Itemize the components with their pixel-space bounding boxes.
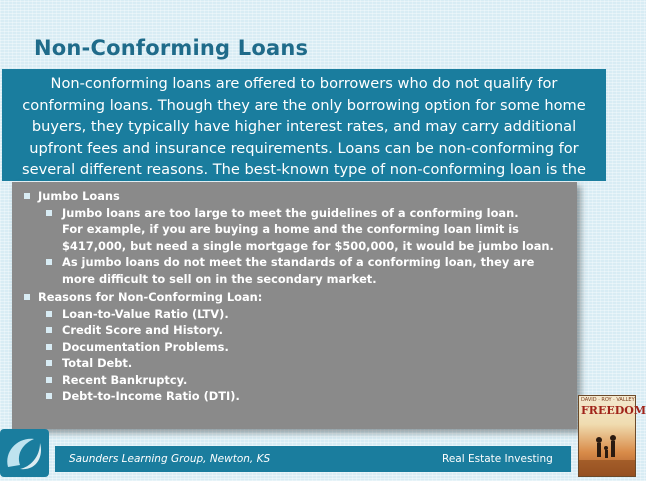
- list-item: [22, 388, 569, 405]
- book-author: DAVID · ROY · VALLEY: [581, 397, 635, 403]
- content-box: [12, 182, 577, 429]
- list-item-reasons: [22, 289, 569, 306]
- bullet-icon: [46, 344, 52, 350]
- list-item: [22, 254, 569, 287]
- list-item: [22, 339, 569, 356]
- jumbo-point-1: Jumbo loans are too large to meet the guidelines of a conforming loan.: [62, 205, 519, 220]
- intro-text: Non-conforming loans are offered to borrowers who do not qualify for conforming loans. Though they are the only borrowing option for some home buyers, they typically have higher interest rates, and may carry additional upfront fees and insurance requirements. Loans can be non-conforming for several different reasons. The best-known type of non-conforming loan is the: [22, 75, 586, 178]
- footer-organization: Saunders Learning Group, Newton, KS: [69, 453, 271, 465]
- bullet-list: [22, 188, 569, 405]
- logo-icon: [0, 429, 49, 477]
- bullet-icon: [24, 294, 30, 300]
- bullet-icon: [46, 259, 52, 265]
- reason-dti: Debt-to-Income Ratio (DTI).: [62, 389, 240, 403]
- jumbo-point-2: For example, if you are buying a home and the conforming loan limit is $417,000, but need a single mortgage for $500,000, it would be jumbo loan.: [62, 222, 554, 253]
- reason-total-debt: Total Debt.: [62, 356, 133, 370]
- reason-bankruptcy: Recent Bankruptcy.: [62, 372, 188, 387]
- footer-course: Real Estate Investing: [442, 453, 553, 465]
- intro-box: [2, 69, 606, 181]
- reason-ltv: Loan-to-Value Ratio (LTV).: [62, 306, 229, 321]
- bullet-icon: [24, 193, 30, 199]
- bullet-icon: [46, 377, 52, 383]
- jumbo-point-3: As jumbo loans do not meet the standards of a conforming loan, they are more difficult to sell on in the secondary market.: [62, 255, 535, 286]
- bullet-icon: [46, 210, 52, 216]
- bullet-icon: [46, 360, 52, 366]
- jumbo-heading: Jumbo Loans: [38, 189, 120, 203]
- logo-swirl-icon: [0, 429, 49, 477]
- bullet-icon: [46, 311, 52, 317]
- bullet-icon: [46, 327, 52, 333]
- book-title: FREEDOM: [581, 404, 646, 417]
- slide-title: Non-Conforming Loans: [34, 36, 309, 60]
- list-item: [22, 306, 569, 323]
- list-item: [22, 322, 569, 339]
- list-item: [22, 205, 569, 255]
- book-cover-image: [578, 395, 646, 477]
- reason-documentation: Documentation Problems.: [62, 339, 229, 354]
- list-item: [22, 355, 569, 372]
- footer-bar: [55, 446, 571, 472]
- bullet-icon: [46, 393, 52, 399]
- list-item-jumbo: [22, 188, 569, 205]
- list-item: [22, 372, 569, 389]
- reason-credit: Credit Score and History.: [62, 323, 223, 337]
- reasons-heading: Reasons for Non-Conforming Loan:: [38, 290, 263, 304]
- book-silhouette-icon: [579, 426, 635, 476]
